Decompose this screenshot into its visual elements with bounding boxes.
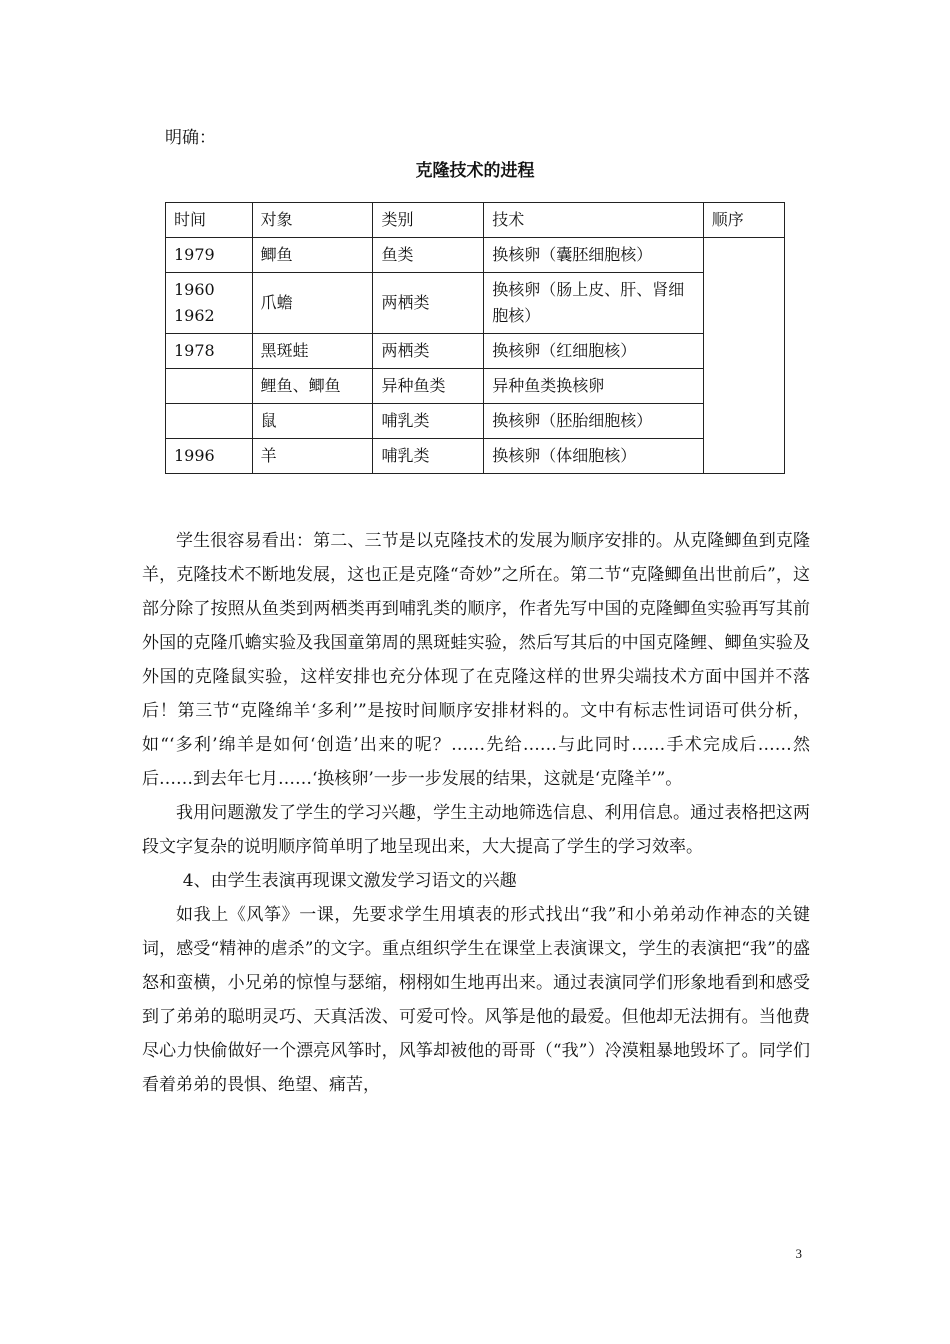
cell-technique: 换核卵（体细胞核） <box>484 439 703 474</box>
section-heading-4: 4、由学生表演再现课文激发学习语文的兴趣 <box>182 871 517 891</box>
table-row <box>166 238 785 273</box>
cell-object: 黑斑蛙 <box>252 334 373 369</box>
cell-time <box>166 369 253 404</box>
cell-category: 两栖类 <box>373 273 484 334</box>
header-time: 时间 <box>166 203 253 238</box>
table-header-row <box>166 203 785 238</box>
cell-category: 两栖类 <box>373 334 484 369</box>
header-object: 对象 <box>252 203 373 238</box>
table-row <box>166 334 785 369</box>
cell-time: 1960 1962 <box>166 273 253 334</box>
paragraph-kite-lesson: 如我上《风筝》一课，先要求学生用填表的形式找出“我”和小弟弟动作神态的关键词，感受“精神的虐杀”的文字。重点组织学生在课堂上表演课文，学生的表演把“我”的盛怒和蛮横，小兄弟的惊惶与瑟缩，栩栩如生地再出来。通过表演同学们形象地看到和感受到了弟弟的聪明灵巧、天真活泼、可爱可怜。风筝是他的最爱。但他却无法拥有。当他费尽心力快偷做好一个漂亮风筝时，风筝却被他的哥哥（“我”）冷漠粗暴地毁坏了。同学们看着弟弟的畏惧、绝望、痛苦， <box>142 905 810 1095</box>
table-row <box>166 369 785 404</box>
cell-time: 1978 <box>166 334 253 369</box>
cell-object: 鼠 <box>252 404 373 439</box>
page-number: 3 <box>795 1246 802 1261</box>
cell-category: 哺乳类 <box>373 404 484 439</box>
table-row <box>166 273 785 334</box>
cell-time: 1979 <box>166 238 253 273</box>
cell-object: 鲫鱼 <box>252 238 373 273</box>
table-title: 克隆技术的进程 <box>415 161 535 181</box>
cell-object: 鲤鱼、鲫鱼 <box>252 369 373 404</box>
paragraph-summary: 我用问题激发了学生的学习兴趣，学生主动地筛选信息、利用信息。通过表格把这两段文字复杂的说明顺序简单明了地呈现出来，大大提高了学生的学习效率。 <box>142 803 810 857</box>
table-row <box>166 439 785 474</box>
cell-technique: 换核卵（囊胚细胞核） <box>484 238 703 273</box>
cell-category: 异种鱼类 <box>373 369 484 404</box>
header-technique: 技术 <box>484 203 703 238</box>
paragraph-analysis: 学生很容易看出：第二、三节是以克隆技术的发展为顺序安排的。从克隆鲫鱼到克隆羊，克隆技术不断地发展，这也正是克隆“奇妙”之所在。第二节“克隆鲫鱼出世前后”，这部分除了按照从鱼类到两栖类再到哺乳类的顺序，作者先写中国的克隆鲫鱼实验再写其前外国的克隆爪蟾实验及我国童第周的黑斑蛙实验，然后写其后的中国克隆鲤、鲫鱼实验及外国的克隆鼠实验，这样安排也充分体现了在克隆这样的世界尖端技术方面中国并不落后！第三节“克隆绵羊‘多利’”是按时间顺序安排材料的。文中有标志性词语可供分析，如“‘多利’绵羊是如何‘创造’出来的呢？……先给……与此同时……手术完成后……然后……到去年七月……‘换核卵’一步一步发展的结果，这就是‘克隆羊’”。 <box>142 531 810 789</box>
cell-time <box>166 404 253 439</box>
cell-object: 爪蟾 <box>252 273 373 334</box>
table-row <box>166 404 785 439</box>
body-text <box>142 524 810 1102</box>
cell-category: 鱼类 <box>373 238 484 273</box>
header-order: 顺序 <box>703 203 784 238</box>
cell-technique: 换核卵（肠上皮、肝、肾细胞核） <box>484 273 703 334</box>
cloning-progress-table <box>165 202 785 474</box>
cell-order <box>703 238 784 474</box>
cell-technique: 换核卵（红细胞核） <box>484 334 703 369</box>
cell-technique: 换核卵（胚胎细胞核） <box>484 404 703 439</box>
cell-time: 1996 <box>166 439 253 474</box>
cell-category: 哺乳类 <box>373 439 484 474</box>
cell-object: 羊 <box>252 439 373 474</box>
label-mingque: 明确： <box>165 128 216 148</box>
cell-technique: 异种鱼类换核卵 <box>484 369 703 404</box>
header-category: 类别 <box>373 203 484 238</box>
